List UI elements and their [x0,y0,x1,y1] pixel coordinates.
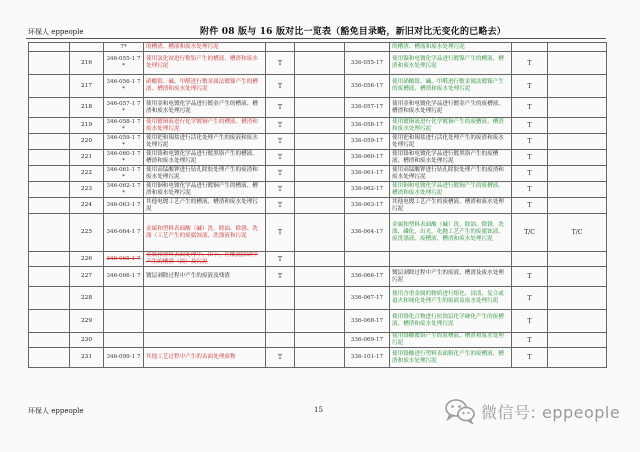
blank-cell [29,75,70,98]
blank-cell [295,252,345,267]
old-description [144,287,266,310]
new-hazard-type: T/C [512,214,548,252]
new-description: 使用含重金属的物质进行熔化、浸渍、复合或退火和钝化处理产生的废液及废水处理污泥 [390,287,512,310]
old-description: 使用铜和电镀化学品进行镀铜产生的槽液、槽渣和废水处理污泥 [144,182,266,198]
old-code: 346-057-1 7* [104,98,144,118]
new-code: 336-055-17 [345,52,390,75]
remark-cell [548,267,607,287]
table-row [29,214,607,252]
old-description: 使用镀铜液进行化学镀铜产生的槽液、槽渣和废水处理污泥 [144,118,266,134]
blank-cell [295,333,345,348]
new-description: 使用铜和电镀化学品进行镀铜产生的废槽液、槽渣和废水处理污泥 [390,182,512,198]
remark-cell [548,43,607,52]
old-hazard-type: T [266,348,295,368]
blank-cell [29,134,70,150]
row-number: 217 [70,75,104,98]
blank-cell [29,52,70,75]
new-description: 使用铬酸进行塑料表面粗化产生的废槽液、槽渣和废水处理污泥 [390,348,512,368]
table-row [29,310,607,333]
old-code: 346-062-1 7* [104,182,144,198]
old-code: 346-055-1 7* [104,52,144,75]
blank-cell [29,43,70,52]
blank-cell [29,267,70,287]
blank-cell [29,166,70,182]
new-hazard-type: T [512,287,548,310]
new-code: 336-058-17 [345,118,390,134]
old-hazard-type: T [266,252,295,267]
page-title: 附件 08 版与 16 版对比一览表（豁免目录略，新旧对比无变化的已略去） [200,27,506,37]
old-description: 的槽渣、槽液和废水处理污泥 [144,43,266,52]
comparison-table-body [29,43,607,368]
old-hazard-type [266,43,295,52]
new-code: 336-063-17 [345,198,390,214]
old-code: 346-064-1 7 [104,214,144,252]
new-hazard-type: T [512,267,548,287]
old-hazard-type [266,333,295,348]
blank-cell [295,166,345,182]
old-description: 其他工艺过程中产生的表面处理废物 [144,348,266,368]
row-number: 226 [70,252,104,267]
blank-cell [295,182,345,198]
old-code: 346-056-1 7* [104,75,144,98]
wechat-watermark [445,398,620,424]
remark-cell: T/C [548,214,607,252]
old-description: 其他电镀工艺产生的槽液、槽渣和废水处理污泥 [144,198,266,214]
remark-cell [548,198,607,214]
new-hazard-type: T [512,75,548,98]
blank-cell [29,98,70,118]
old-description: 硝酸银、碱、甲醛进行敷金属法镀镍产生的槽液、槽渣和废水处理污泥 [144,75,266,98]
blank-cell [29,333,70,348]
blank-cell [295,75,345,98]
new-hazard-type: T [512,98,548,118]
old-hazard-type: T [266,134,295,150]
blank-cell [295,267,345,287]
new-hazard-type: T [512,166,548,182]
blank-cell [295,310,345,333]
header-rule [26,38,606,39]
old-description: 使用钯和锡盐进行活化处理产生的废液和废水处理污泥 [144,134,266,150]
table-row [29,43,607,52]
old-hazard-type: T [266,214,295,252]
row-number: 223 [70,182,104,198]
old-description: 镀层剥除过程中产生的废液及残渣 [144,267,266,287]
remark-cell [548,348,607,368]
blank-cell [29,252,70,267]
table-row [29,166,607,182]
old-description: 使用铬和电镀化学品进行镀黑铬产生的槽液、槽渣和废水处理污泥 [144,150,266,166]
new-code: 336-059-17 [345,134,390,150]
old-description [144,333,266,348]
new-description: 使用镀铜液进行化学镀铜产生的废槽液、槽渣和废水处理污泥 [390,118,512,134]
old-hazard-type: T [266,267,295,287]
row-number: 228 [70,287,104,310]
remark-cell [548,182,607,198]
blank-cell [295,52,345,75]
new-description: 使用高锰酸钾进行钻孔除胶处理产生的废渣和废水处理污泥 [390,166,512,182]
new-hazard-type: T [512,310,548,333]
new-description: 使用硝酸银、碱、甲醛进行敷金属法镀镍产生的废槽液、槽渣和废水处理污泥 [390,75,512,98]
table-row [29,348,607,368]
old-code [104,333,144,348]
old-hazard-type: T [266,166,295,182]
blank-cell [29,150,70,166]
old-description: 使用高锰酸钾进行钻孔除胶处理产生的废渣和废水处理污泥 [144,166,266,182]
new-code: 336-060-17 [345,150,390,166]
old-hazard-type: T [266,98,295,118]
row-number: 225 [70,214,104,252]
new-hazard-type [512,43,548,52]
new-description: 的槽渣、槽液和废水处理污泥 [390,43,512,52]
remark-cell [548,150,607,166]
new-code: 336-064-17 [345,214,390,252]
row-number: 218 [70,98,104,118]
new-description: 使用钯和锡盐进行活化处理产生的废渣和废水处理污泥 [390,134,512,150]
old-code: 346-060-1 7* [104,150,144,166]
old-code: 7* [104,43,144,52]
remark-cell [548,310,607,333]
old-hazard-type: T [266,150,295,166]
new-description: 使用金和电镀化学品进行镀金产生的废槽液、槽渣和废水处理污泥 [390,98,512,118]
remark-cell [548,52,607,75]
new-code: 336-057-17 [345,98,390,118]
table-row [29,198,607,214]
new-hazard-type: T [512,333,548,348]
blank-cell [295,98,345,118]
blank-cell [295,134,345,150]
blank-cell [29,118,70,134]
old-code: 346-059-1 7* [104,134,144,150]
remark-cell [548,118,607,134]
old-code: 346-058-1 7* [104,118,144,134]
old-code: 346-063-1 7 [104,198,144,214]
new-hazard-type: T [512,182,548,198]
new-hazard-type: T [512,118,548,134]
old-code: 346-065-1 7 [104,252,144,267]
new-hazard-type: T [512,348,548,368]
old-description [144,310,266,333]
table-row [29,150,607,166]
remark-cell [548,252,607,267]
table-row [29,75,607,98]
table-row [29,118,607,134]
new-code [345,43,390,52]
footer-left-label: 环保人 eppeople [28,407,84,415]
new-hazard-type: T [512,52,548,75]
table-row [29,267,607,287]
new-hazard-type [512,252,548,267]
row-number: 231 [70,348,104,368]
blank-cell [29,310,70,333]
page-number: 15 [314,406,323,414]
remark-cell [548,75,607,98]
new-description: 金属和塑料表面酸（碱）洗、除油、除锈、洗涤、磷化、出光、化抛工艺产生的废腐蚀液、废洗涤液、废槽液、槽渣和废水处理污泥 [390,214,512,252]
old-hazard-type [266,310,295,333]
new-description: 使用镍和电镀化学品进行镀镍产生的槽液、槽渣和废水处理污泥 [390,52,512,75]
new-code: 336-101-17 [345,348,390,368]
row-number: 220 [70,134,104,150]
new-code: 336-067-17 [345,287,390,310]
new-description: 镀层剥除过程中产生的废液、槽渣及废水处理污泥 [390,267,512,287]
new-code: 336-068-17 [345,310,390,333]
new-hazard-type: T [512,134,548,150]
old-hazard-type [266,287,295,310]
table-row [29,333,607,348]
row-number: 229 [70,310,104,333]
new-code [345,252,390,267]
row-number: 219 [70,118,104,134]
old-hazard-type: T [266,75,295,98]
blank-cell [295,198,345,214]
row-number: 227 [70,267,104,287]
new-code: 336-056-17 [345,75,390,98]
blank-cell [295,118,345,134]
new-description: 使用铬化合物进行抗蚀层化学硬化产生的废槽液、槽渣和废水处理污泥 [390,310,512,333]
new-description: 使用铬酸镀铬产生的废槽液、槽渣和废水处理污泥 [390,333,512,348]
old-hazard-type: T [266,118,295,134]
blank-cell [295,214,345,252]
watermark-label: 微信号: eppeople [481,402,621,422]
row-number: 222 [70,166,104,182]
new-code: 336-066-17 [345,267,390,287]
old-description: 使用金和电镀化学品进行镀金产生的槽液、槽渣和废水处理污泥 [144,98,266,118]
table-row [29,287,607,310]
table-row [29,182,607,198]
table-row [29,52,607,75]
remark-cell [548,134,607,150]
table-row [29,134,607,150]
header-left-label: 环保人 eppeople [28,28,84,36]
old-hazard-type: T [266,198,295,214]
blank-cell [29,198,70,214]
old-code: 346-066-1 7 [104,267,144,287]
blank-cell [29,287,70,310]
old-hazard-type: T [266,182,295,198]
old-description: 使用氯化铵进行敷铝产生的槽液、槽渣和废水处理污泥 [144,52,266,75]
row-number: 216 [70,52,104,75]
table-row [29,252,607,267]
row-number: 224 [70,198,104,214]
remark-cell [548,166,607,182]
old-description: 金属和塑料表面处理中，由于，在酸洗除锈中产生的槽渣（液）及污泥 [144,252,266,267]
row-number: 230 [70,333,104,348]
blank-cell [29,348,70,368]
new-description [390,252,512,267]
blank-cell [295,43,345,52]
old-code: 346-061-1 7* [104,166,144,182]
old-code [104,310,144,333]
new-code: 336-061-17 [345,166,390,182]
blank-cell [29,214,70,252]
blank-cell [295,150,345,166]
remark-cell [548,98,607,118]
new-code: 336-069-17 [345,333,390,348]
remark-cell [548,287,607,310]
blank-cell [295,348,345,368]
old-code [104,287,144,310]
table-row [29,98,607,118]
old-hazard-type: T [266,52,295,75]
old-code: 346-099-1 7 [104,348,144,368]
new-hazard-type: T [512,150,548,166]
blank-cell [29,182,70,198]
row-number: 221 [70,150,104,166]
blank-cell [295,287,345,310]
new-code: 336-062-17 [345,182,390,198]
new-description: 使用铬和电镀化学品进行镀黑铬产生的废槽液、槽渣和废水处理污泥 [390,150,512,166]
row-number [70,43,104,52]
remark-cell [548,333,607,348]
wechat-icon [445,398,475,424]
new-description: 其他电镀工艺产生的废槽液、槽渣和废水处理污泥 [390,198,512,214]
old-description: 金属和塑料表面酸（碱）洗、除油、除锈、洗涤（工艺产生的废腐蚀液、洗涤液和污泥 [144,214,266,252]
new-hazard-type: T [512,198,548,214]
comparison-table [28,42,607,368]
